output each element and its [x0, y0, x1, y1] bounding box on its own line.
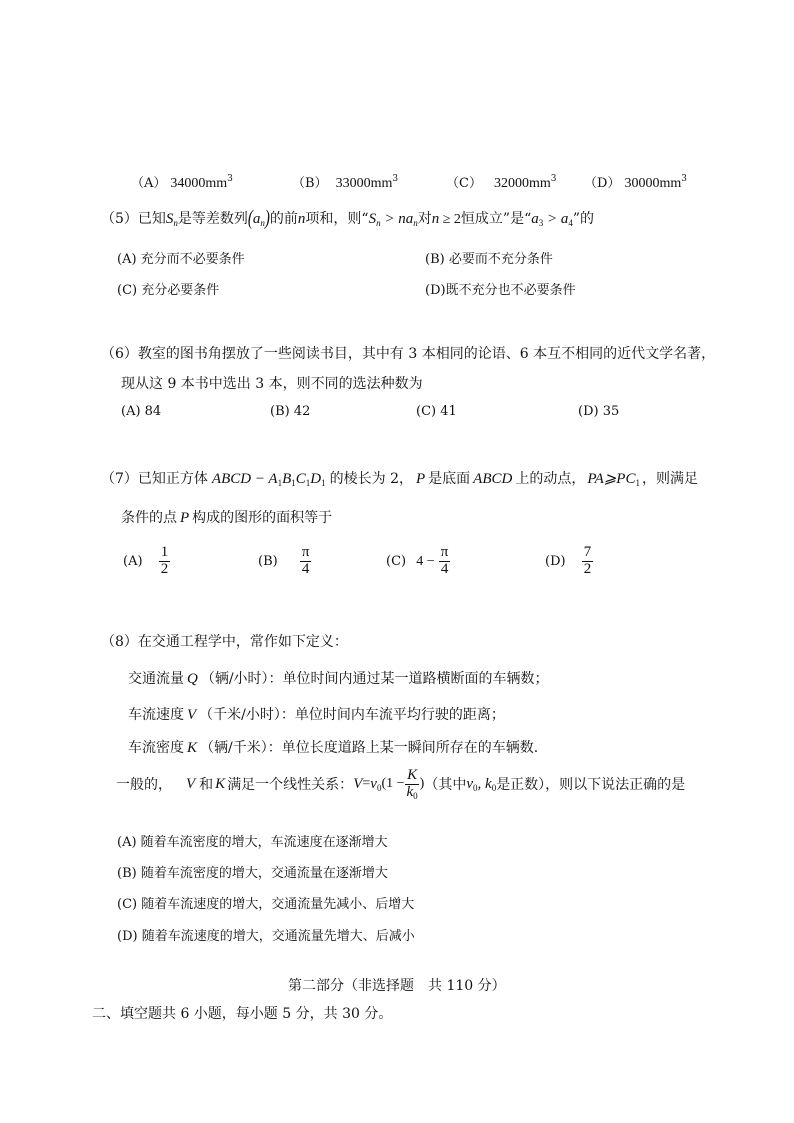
q8-option-c: (C) 随着车流速度的增大，交通流量先减小、后增大 [117, 897, 415, 912]
q8-definition-flow: 交通流量 Q （辆/小时）：单位时间内通过某一道路横断面的车辆数； [128, 671, 549, 687]
section-two-instructions: 二、填空题共 6 小题，每小题 5 分，共 30 分。 [92, 1006, 393, 1022]
q5-option-d: (D)既不充分也不必要条件 [425, 283, 576, 298]
q6-option-b: (B) 42 [270, 404, 311, 419]
q6-option-c: (C) 41 [416, 404, 457, 419]
q6-option-a: (A) 84 [121, 404, 162, 419]
q5-option-b: (B) 必要而不充分条件 [425, 252, 553, 267]
q6-stem-line1: （6）教室的图书角摆放了一些阅读书目，其中有 3 本相同的论语、6 本互不相同的近代文学名著， [101, 346, 716, 362]
q8-option-a: (A) 随着车流密度的增大，车流速度在逐渐增大 [117, 835, 388, 850]
q7-stem-line1: （7）已知正方体 ABCD − $A_1B_1C_1D_1$ 的棱长为 2， P 是底面 ABCD 上的动点， $PA⩾PC_1$ ，则满足 [101, 471, 698, 488]
q7-stem-line2: 条件的点 P 构成的图形的面积等于 [121, 510, 333, 526]
q4-option-a: （A） $34000mm^3$ [131, 174, 233, 191]
q8-linear-relation: 一般的， V 和 K 满足一个线性关系： V = $v_0$ (1 − $\frac{K}{k_0}$ ) （其中 $v_0$, $k_0$ 是正数），则以下说法正确的是 [116, 767, 686, 801]
q8-option-d: (D) 随着车流速度的增大，交通流量先增大、后减小 [117, 929, 415, 944]
q4-option-d: （D） $30000mm^3$ [584, 174, 687, 191]
q4-option-c: （C） $32000mm^3$ [446, 174, 557, 191]
q8-option-b: (B) 随着车流密度的增大，交通流量在逐渐增大 [117, 866, 388, 881]
q6-option-d: (D) 35 [578, 404, 620, 419]
q8-definition-density: 车流密度 K （辆/千米）：单位长度道路上某一瞬间所存在的车辆数. [128, 740, 539, 756]
part-two-heading: 第二部分（非选择题 共 110 分） [288, 978, 506, 994]
q7-option-c: (C) 4 − $\frac{\pi}{4}$ [386, 544, 449, 577]
q7-option-b: (B) $\frac{\pi}{4}$ [258, 544, 310, 577]
q5-option-c: (C) 充分必要条件 [117, 283, 220, 298]
q7-option-a: (A) $\frac{1}{2}$ [123, 544, 169, 577]
q6-stem-line2: 现从这 9 本书中选出 3 本，则不同的选法种数为 [121, 376, 423, 392]
q5-option-a: (A) 充分而不必要条件 [117, 252, 245, 267]
q4-option-b: （B） $33000mm^3$ [292, 174, 399, 191]
q5-stem: （5）已知$S_n$是等差数列$(a_n)$的前n项和，则“$S_n > na_n$对n ≥ 2恒成立”是“$a_3 > a_4$”的 [101, 207, 595, 230]
q8-intro: （8）在交通工程学中，常作如下定义： [101, 634, 348, 650]
q7-option-d: (D) $\frac{7}{2}$ [545, 544, 592, 577]
q8-definition-speed: 车流速度 V （千米/小时）：单位时间内车流平均行驶的距离； [128, 707, 505, 723]
